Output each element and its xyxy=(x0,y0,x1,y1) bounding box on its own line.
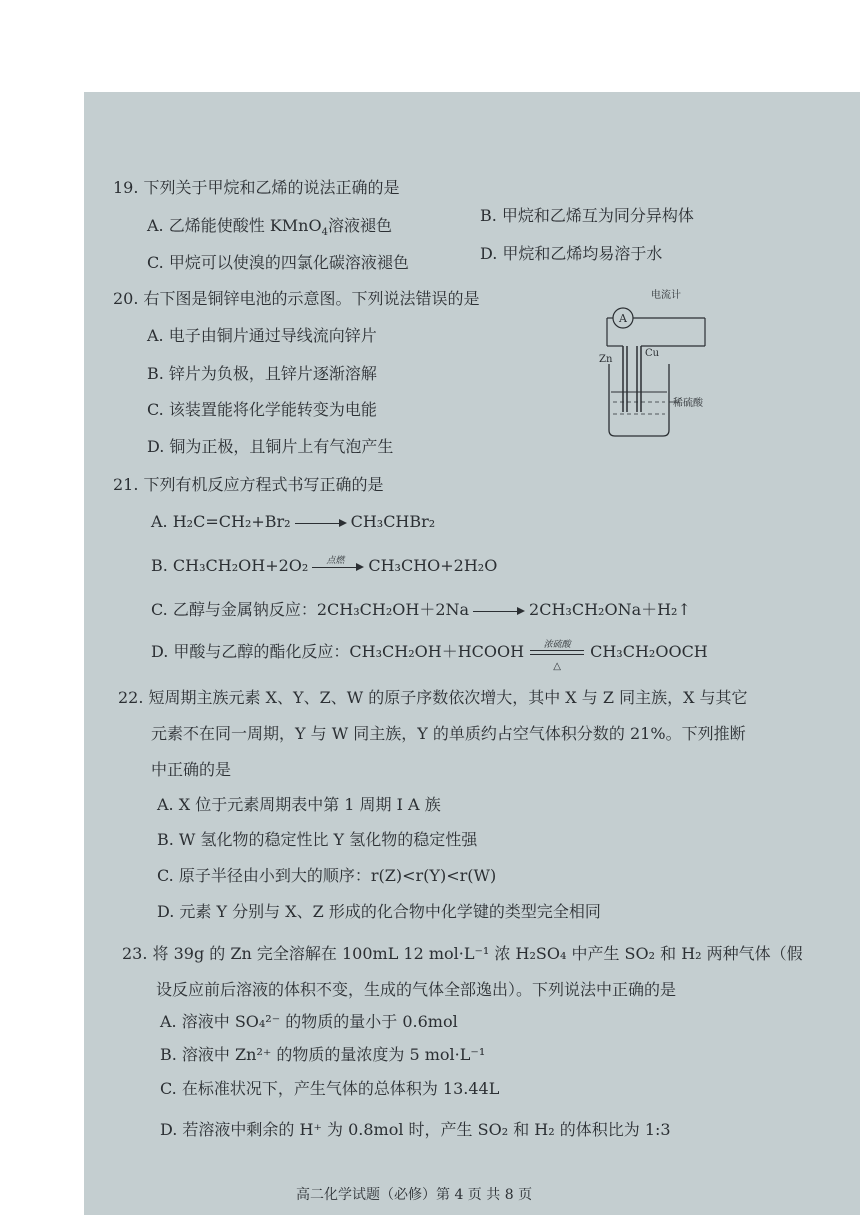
reaction-arrow xyxy=(295,517,347,529)
copper-zinc-cell-diagram xyxy=(597,284,713,440)
reaction-arrow xyxy=(473,605,525,617)
ammeter-symbol: A xyxy=(619,312,627,325)
acid-label: 稀硫酸 xyxy=(673,398,703,409)
q22-stem-line2: 元素不在同一周期，Y 与 W 同主族，Y 的单质约占空气体积分数的 21%。下列推断 xyxy=(151,724,746,743)
q23-option-b: B. 溶液中 Zn²⁺ 的物质的量浓度为 5 mol·L⁻¹ xyxy=(160,1045,486,1064)
q22-option-a: A. X 位于元素周期表中第 1 周期 Ⅰ A 族 xyxy=(157,795,441,814)
q19-stem: 19. 下列关于甲烷和乙烯的说法正确的是 xyxy=(113,178,400,197)
q22-stem-line1: 22. 短周期主族元素 X、Y、Z、W 的原子序数依次增大，其中 X 与 Z 同主族，X 与其它 xyxy=(118,688,748,707)
ammeter-label: 电流计 xyxy=(651,290,681,301)
q22-option-c: C. 原子半径由小到大的顺序：r(Z)<r(Y)<r(W) xyxy=(157,866,497,885)
q19-option-c: C. 甲烷可以使溴的四氯化碳溶液褪色 xyxy=(147,253,409,272)
q20-option-c: C. 该装置能将化学能转变为电能 xyxy=(147,400,377,419)
q21-option-c: C. 乙醇与金属钠反应：2CH₃CH₂OH＋2Na 2CH₃CH₂ONa＋H₂↑ xyxy=(151,600,691,619)
q21-stem: 21. 下列有机反应方程式书写正确的是 xyxy=(113,475,384,494)
q20-option-a: A. 电子由铜片通过导线流向锌片 xyxy=(147,326,377,345)
q19-option-b: B. 甲烷和乙烯互为同分异构体 xyxy=(480,206,694,225)
q19-option-a: A. 乙烯能使酸性 KMnO$_4$溶液褪色 xyxy=(147,216,392,239)
q21-option-d: D. 甲酸与乙醇的酯化反应：CH₃CH₂OH＋HCOOH 浓硫酸 △ CH₃CH₂OOCH xyxy=(151,639,708,672)
q22-option-d: D. 元素 Y 分别与 X、Z 形成的化合物中化学键的类型完全相同 xyxy=(157,902,601,921)
reaction-arrow: 点燃 xyxy=(312,561,364,573)
q23-option-a: A. 溶液中 SO₄²⁻ 的物质的量小于 0.6mol xyxy=(160,1012,458,1031)
q19-option-d: D. 甲烷和乙烯均易溶于水 xyxy=(480,244,663,263)
zn-label: Zn xyxy=(599,354,613,365)
q23-option-d: D. 若溶液中剩余的 H⁺ 为 0.8mol 时，产生 SO₂ 和 H₂ 的体积比为 1:3 xyxy=(160,1120,671,1139)
page-footer: 高二化学试题（必修）第 4 页 共 8 页 xyxy=(296,1187,533,1203)
q21-option-a: A. H₂C=CH₂+Br₂ CH₃CHBr₂ xyxy=(151,512,436,531)
q22-option-b: B. W 氢化物的稳定性比 Y 氢化物的稳定性强 xyxy=(157,830,478,849)
q20-option-b: B. 锌片为负极，且锌片逐渐溶解 xyxy=(147,364,377,383)
q23-stem-line1: 23. 将 39g 的 Zn 完全溶解在 100mL 12 mol·L⁻¹ 浓 H₂SO₄ 中产生 SO₂ 和 H₂ 两种气体（假 xyxy=(122,944,803,963)
esterification-arrow: 浓硫酸 △ xyxy=(530,646,584,660)
q20-stem: 20. 右下图是铜锌电池的示意图。下列说法错误的是 xyxy=(113,289,480,308)
q23-option-c: C. 在标准状况下，产生气体的总体积为 13.44L xyxy=(160,1079,500,1098)
q22-stem-line3: 中正确的是 xyxy=(151,760,232,779)
q23-stem-line2: 设反应前后溶液的体积不变，生成的气体全部逸出）。下列说法中正确的是 xyxy=(156,980,677,999)
beaker xyxy=(609,364,669,436)
q20-option-d: D. 铜为正极，且铜片上有气泡产生 xyxy=(147,437,394,456)
cu-label: Cu xyxy=(645,348,660,359)
cell-diagram-svg xyxy=(597,284,713,440)
q21-option-b: B. CH₃CH₂OH+2O₂ 点燃 CH₃CHO+2H₂O xyxy=(151,555,498,575)
